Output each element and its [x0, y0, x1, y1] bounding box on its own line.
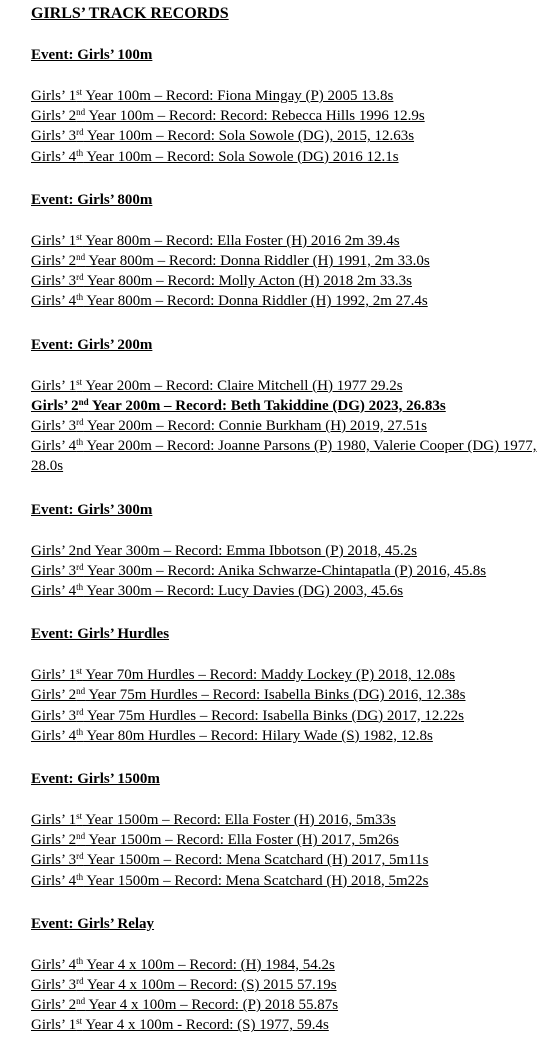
ordinal-suffix: nd [76, 996, 86, 1007]
event-heading: Event: Girls’ Hurdles [31, 626, 170, 643]
ordinal-suffix: rd [76, 706, 84, 717]
event-heading: Event: Girls’ 800m [31, 191, 153, 208]
event-section [31, 44, 552, 167]
record-prefix: Girls’ 1 [31, 377, 77, 394]
record-line [31, 850, 552, 870]
record-detail: Year 200m – Record: Connie Burkham (H) 2019, 27.51s [83, 418, 427, 435]
record-line [31, 665, 552, 685]
ordinal-suffix: nd [76, 831, 86, 842]
record-prefix: Girls’ 2 [31, 397, 79, 414]
record-detail: Year 4 x 100m – Record: (H) 1984, 54.2s [83, 956, 335, 973]
event-section [31, 499, 552, 602]
record-prefix: Girls’ 3 [31, 273, 77, 290]
record-prefix: Girls’ 4 [31, 293, 77, 310]
record-line [31, 975, 552, 995]
record-line [31, 147, 552, 167]
ordinal-suffix: th [76, 292, 84, 303]
ordinal-suffix: rd [76, 417, 84, 428]
record-line [31, 955, 552, 975]
event-heading: Event: Girls’ 200m [31, 336, 153, 353]
record-prefix: Girls’ 4 [31, 956, 77, 973]
record-prefix: Girls’ 3 [31, 562, 77, 579]
record-detail: Year 75m Hurdles – Record: Isabella Binks (DG) 2016, 12.38s [85, 687, 466, 704]
record-line [31, 871, 552, 891]
ordinal-suffix: th [76, 871, 84, 882]
event-heading: Event: Girls’ 300m [31, 501, 153, 518]
record-detail: Year 4 x 100m - Record: (S) 1977, 59.4s [82, 1017, 329, 1034]
record-detail: Year 800m – Record: Donna Riddler (H) 1991, 2m 33.0s [85, 253, 430, 270]
event-heading: Event: Girls’ Relay [31, 915, 155, 932]
record-prefix: Girls’ 3 [31, 977, 77, 994]
record-detail: Year 1500m – Record: Ella Foster (H) 2016, 5m33s [82, 812, 396, 829]
record-line [31, 126, 552, 146]
record-line [31, 1015, 552, 1035]
ordinal-suffix: th [76, 147, 84, 158]
record-line [31, 231, 552, 251]
record-prefix: Girls’ 2 [31, 108, 77, 125]
record-line [31, 106, 552, 126]
record-prefix: Girls’ 2nd Year 300m – Record: Emma Ibbotson (P) 2018, 45.2s [31, 542, 417, 559]
record-line [31, 726, 552, 746]
record-detail: Year 70m Hurdles – Record: Maddy Lockey (P) 2018, 12.08s [82, 667, 456, 684]
record-prefix: Girls’ 3 [31, 852, 77, 869]
record-line [31, 541, 552, 561]
event-section [31, 623, 552, 746]
record-line [31, 396, 552, 416]
record-detail: Year 800m – Record: Ella Foster (H) 2016 2m 39.4s [82, 232, 400, 249]
record-prefix: Girls’ 4 [31, 438, 77, 455]
ordinal-suffix: th [76, 955, 84, 966]
record-prefix: Girls’ 3 [31, 418, 77, 435]
record-list [31, 86, 552, 167]
record-prefix: Girls’ 4 [31, 727, 77, 744]
ordinal-suffix: st [76, 1016, 83, 1027]
record-line [31, 706, 552, 726]
record-detail: Year 1500m – Record: Ella Foster (H) 2017, 5m26s [85, 832, 399, 849]
record-prefix: Girls’ 3 [31, 128, 77, 145]
record-detail: Year 300m – Record: Lucy Davies (DG) 2003, 45.6s [83, 583, 404, 600]
ordinal-suffix: th [76, 582, 84, 593]
event-section [31, 189, 552, 312]
ordinal-suffix: th [76, 726, 84, 737]
record-detail: Year 4 x 100m – Record: (S) 2015 57.19s [83, 977, 337, 994]
record-detail: Year 4 x 100m – Record: (P) 2018 55.87s [85, 997, 339, 1014]
ordinal-suffix: nd [76, 686, 86, 697]
record-line [31, 810, 552, 830]
record-line [31, 251, 552, 271]
ordinal-suffix: nd [78, 396, 89, 407]
record-detail: Year 1500m – Record: Mena Scatchard (H) 2017, 5m11s [83, 852, 429, 869]
record-line [31, 581, 552, 601]
record-detail: Year 300m – Record: Anika Schwarze-Chintapatla (P) 2016, 45.8s [83, 562, 487, 579]
record-detail: Year 100m – Record: Sola Sowole (DG), 2015, 12.63s [83, 128, 415, 145]
record-detail: Year 200m – Record: Claire Mitchell (H) 1977 29.2s [82, 377, 403, 394]
record-detail: Year 100m – Record: Fiona Mingay (P) 2005 13.8s [82, 88, 394, 104]
record-prefix: Girls’ 1 [31, 232, 77, 249]
record-list [31, 231, 552, 312]
record-line [31, 86, 552, 106]
record-list [31, 376, 552, 477]
ordinal-suffix: rd [76, 272, 84, 283]
document-body [31, 3, 552, 1058]
record-line [31, 561, 552, 581]
record-detail: Year 100m – Record: Sola Sowole (DG) 2016 12.1s [83, 148, 399, 165]
record-detail: Year 200m – Record: Beth Takiddine (DG) 2023, 26.83s [88, 397, 446, 414]
event-section [31, 768, 552, 891]
page-title: GIRLS’ TRACK RECORDS [31, 5, 229, 22]
ordinal-suffix: nd [76, 252, 86, 263]
record-detail: Year 800m – Record: Donna Riddler (H) 1992, 2m 27.4s [83, 293, 428, 310]
ordinal-suffix: rd [76, 127, 84, 138]
record-list [31, 665, 552, 746]
record-prefix: Girls’ 2 [31, 997, 77, 1014]
ordinal-suffix: nd [76, 107, 86, 118]
record-prefix: Girls’ 1 [31, 88, 77, 104]
record-detail: Year 1500m – Record: Mena Scatchard (H) 2018, 5m22s [83, 872, 429, 889]
ordinal-suffix: st [76, 87, 83, 97]
record-prefix: Girls’ 3 [31, 707, 77, 724]
record-line [31, 416, 552, 436]
record-prefix: Girls’ 2 [31, 832, 77, 849]
record-line [31, 436, 552, 476]
ordinal-suffix: th [76, 437, 84, 448]
event-heading: Event: Girls’ 1500m [31, 771, 160, 788]
record-list [31, 810, 552, 891]
record-prefix: Girls’ 2 [31, 253, 77, 270]
record-prefix: Girls’ 4 [31, 148, 77, 165]
record-line [31, 685, 552, 705]
record-prefix: Girls’ 2 [31, 687, 77, 704]
ordinal-suffix: st [76, 231, 83, 242]
record-detail: Year 75m Hurdles – Record: Isabella Binks (DG) 2017, 12.22s [83, 707, 465, 724]
ordinal-suffix: rd [76, 851, 84, 862]
ordinal-suffix: rd [76, 976, 84, 987]
ordinal-suffix: st [76, 666, 83, 677]
event-section [31, 334, 552, 477]
record-line [31, 995, 552, 1015]
event-section [31, 913, 552, 1036]
record-detail: Year 80m Hurdles – Record: Hilary Wade (S) 1982, 12.8s [83, 727, 433, 744]
record-line [31, 271, 552, 291]
record-prefix: Girls’ 1 [31, 667, 77, 684]
event-heading: Event: Girls’ 100m [31, 47, 153, 63]
record-line [31, 291, 552, 311]
record-detail: Year 100m – Record: Record: Rebecca Hills 1996 12.9s [85, 108, 425, 125]
record-line [31, 376, 552, 396]
record-list [31, 541, 552, 602]
record-detail: Year 800m – Record: Molly Acton (H) 2018 2m 33.3s [83, 273, 412, 290]
record-prefix: Girls’ 1 [31, 812, 77, 829]
record-prefix: Girls’ 1 [31, 1017, 77, 1034]
ordinal-suffix: st [76, 376, 83, 387]
record-prefix: Girls’ 4 [31, 583, 77, 600]
ordinal-suffix: rd [76, 561, 84, 572]
record-prefix: Girls’ 4 [31, 872, 77, 889]
record-line [31, 830, 552, 850]
record-detail: Year 200m – Record: Joanne Parsons (P) 1980, Valerie Cooper (DG) 1977, 28.0s [31, 438, 537, 475]
ordinal-suffix: st [76, 811, 83, 822]
sections-container [31, 44, 552, 1036]
